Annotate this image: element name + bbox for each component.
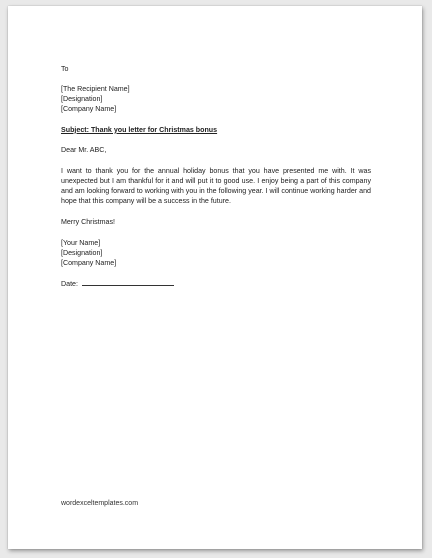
salutation: Dear Mr. ABC, <box>61 146 107 155</box>
date-label: Date: <box>61 280 78 289</box>
date-blank-line <box>82 278 174 286</box>
to-label: To <box>61 65 69 73</box>
recipient-name: [The Recipient Name] <box>61 85 130 94</box>
footer-website: wordexceltemplates.com <box>61 500 139 507</box>
letter-subject: Subject: Thank you letter for Christmas bonus <box>61 125 218 134</box>
date-row <box>61 278 371 289</box>
sender-designation: [Designation] <box>61 248 103 257</box>
letter-body: I want to thank you for the annual holiday bonus that you have presented me with. It was unexpected but I am thankful for it and will put it to good use. I enjoy being a part of this company and am looking forward to working with you in the following year. I will continue working harder and hope that this company will be a success in the future. <box>61 167 371 206</box>
sender-company: [Company Name] <box>61 258 117 267</box>
document-page <box>8 6 422 549</box>
recipient-company: [Company Name] <box>61 105 117 114</box>
closing: Merry Christmas! <box>61 217 115 226</box>
letter-content <box>61 64 371 289</box>
sender-name: [Your Name] <box>61 238 101 247</box>
recipient-designation: [Designation] <box>61 95 103 104</box>
